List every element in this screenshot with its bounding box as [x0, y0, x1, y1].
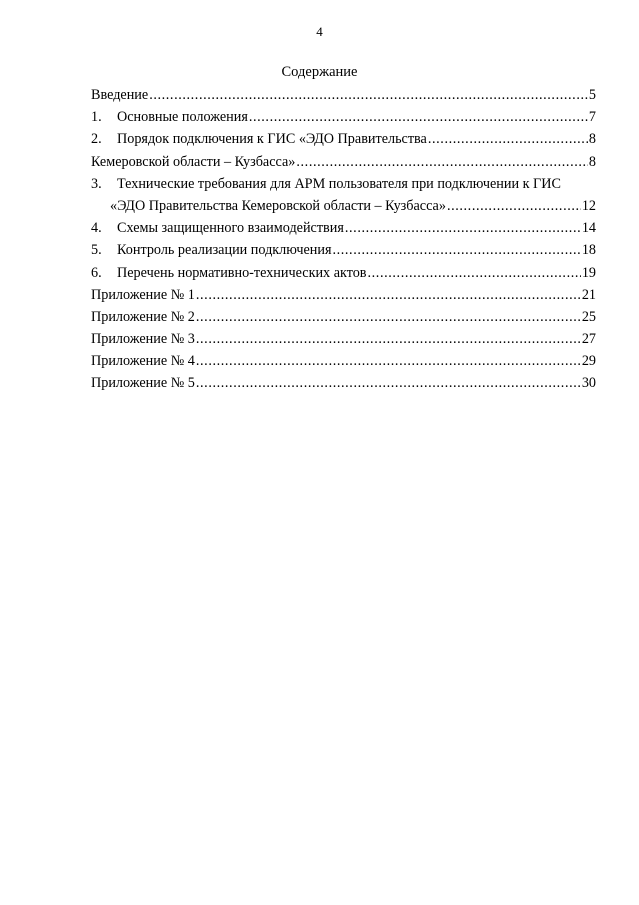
toc-entry-page: 7 — [588, 109, 596, 126]
toc-dot-leader — [196, 284, 581, 306]
toc-dot-leader — [332, 239, 580, 261]
toc-entry-text: Кемеровской области – Кузбасса» — [91, 153, 296, 170]
toc-entry-page: 18 — [581, 242, 596, 259]
toc-entry-number: 2. — [91, 131, 102, 148]
toc-entry-section-1[interactable] — [91, 106, 596, 128]
toc-title: Содержание — [281, 64, 358, 80]
toc-dot-leader — [296, 151, 588, 173]
toc-entry-text: Контроль реализации подключения — [117, 242, 332, 259]
toc-entry-page: 21 — [581, 286, 596, 303]
toc-entry-section-3[interactable] — [91, 173, 596, 195]
toc-entry-text: Технические требования для АРМ пользователя при подключении к ГИС — [117, 175, 561, 192]
toc-entry-text: «ЭДО Правительства Кемеровской области – Кузбасса» — [110, 197, 446, 214]
toc-entry-text: Схемы защищенного взаимодействия — [117, 220, 344, 237]
toc-entry-text: Основные положения — [117, 109, 248, 126]
toc-entry-page: 8 — [588, 153, 596, 170]
toc-entry-number: 5. — [91, 242, 102, 259]
toc-dot-leader — [249, 106, 588, 128]
toc-dot-leader — [196, 372, 581, 394]
toc-entry-section-5[interactable] — [91, 239, 596, 261]
toc-entry-text: Приложение № 4 — [91, 353, 195, 370]
toc-entry-page: 19 — [581, 264, 596, 281]
table-of-contents — [91, 84, 596, 395]
toc-dot-leader — [196, 350, 581, 372]
toc-dot-leader — [428, 128, 588, 150]
toc-entry-appendix-5[interactable] — [91, 372, 596, 394]
page-number: 4 — [316, 24, 323, 39]
toc-entry-page: 30 — [581, 375, 596, 392]
toc-dot-leader — [447, 195, 581, 217]
toc-entry-text: Приложение № 1 — [91, 286, 195, 303]
toc-entry-page: 29 — [581, 353, 596, 370]
toc-entry-section-2[interactable] — [91, 128, 596, 150]
toc-entry-text: Приложение № 5 — [91, 375, 195, 392]
toc-entry-section-4[interactable] — [91, 217, 596, 239]
toc-entry-number: 1. — [91, 109, 102, 126]
toc-dot-leader — [196, 306, 581, 328]
toc-entry-page: 12 — [581, 197, 596, 214]
toc-entry-section-2-continued[interactable] — [91, 151, 596, 173]
toc-entry-number: 4. — [91, 220, 102, 237]
toc-entry-page: 25 — [581, 308, 596, 325]
toc-entry-page: 5 — [588, 87, 596, 103]
toc-entry-section-3-continued[interactable] — [91, 195, 596, 217]
toc-entry-text: Введение — [91, 87, 149, 103]
toc-entry-appendix-2[interactable] — [91, 306, 596, 328]
toc-entry-text: Порядок подключения к ГИС «ЭДО Правительства — [117, 131, 427, 148]
toc-entry-text: Приложение № 3 — [91, 331, 195, 348]
toc-entry-page: 8 — [588, 131, 596, 148]
toc-dot-leader — [368, 262, 581, 284]
toc-entry-introduction[interactable] — [91, 84, 596, 106]
toc-entry-appendix-1[interactable] — [91, 284, 596, 306]
toc-dot-leader — [149, 84, 588, 106]
toc-entry-page: 14 — [581, 220, 596, 237]
toc-dot-leader — [345, 217, 581, 239]
toc-dot-leader — [196, 328, 581, 350]
toc-entry-number: 6. — [91, 264, 102, 281]
toc-entry-number: 3. — [91, 175, 102, 192]
toc-entry-appendix-4[interactable] — [91, 350, 596, 372]
toc-entry-text: Приложение № 2 — [91, 308, 195, 325]
toc-entry-text: Перечень нормативно-технических актов — [117, 264, 367, 281]
toc-entry-appendix-3[interactable] — [91, 328, 596, 350]
toc-entry-section-6[interactable] — [91, 262, 596, 284]
toc-entry-page: 27 — [581, 331, 596, 348]
